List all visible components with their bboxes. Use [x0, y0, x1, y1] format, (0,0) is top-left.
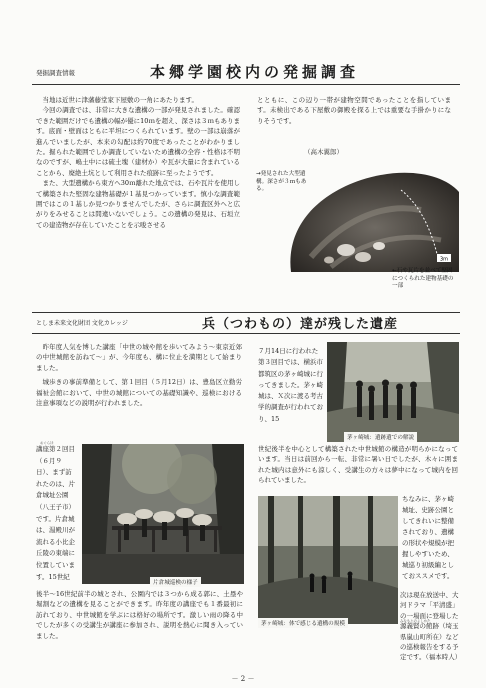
photo-caption: 片倉城巡検の様子: [150, 577, 201, 587]
paragraph: 昨年度人気を博した講座「中世の城や館を歩いてみよう～東京近郊の中世城館を訪ねて～」が、今年度も、構に位止を満期として始まりました。: [36, 343, 242, 372]
paragraph: 当地は近世に津藩藤堂家下屋敷の一角にあたります。: [42, 96, 198, 104]
paragraph: 城歩きの事前準備として、第１回目（５月12日）は、豊島区立勤労福祉会館において、中世の城館についての基礎知識や、巡検における注意事項などの説明が行われました。: [36, 378, 242, 408]
furigana: おぐらほ: [40, 441, 54, 445]
chigasaki-photo-2: [258, 496, 398, 624]
photo-caption: 茅ヶ崎城：遺跡遺での解説: [344, 432, 417, 442]
furigana: みなもとのよしかた: [400, 619, 431, 623]
article-body-left: [36, 95, 240, 230]
article-body-right: 世紀後半を中心として構築された中世城館の構造が明らかになっています。当日は前回から一転、非常に暑い日でしたが、木々に囲まれた城内は意外にも涼しく、受講生の方々は夢中になって城内を回られていました。: [258, 445, 458, 485]
divider: [32, 333, 460, 334]
section-label: としま未来文化財団 文化カレッジ: [36, 320, 128, 327]
chigasaki-photo-1: [327, 342, 459, 442]
photo-caption: →発見された大型遺構。深さが３ｍもある。: [256, 171, 307, 192]
photo-caption: 茅ヶ崎城：体で感じる遺構の規模: [258, 618, 348, 628]
article-title: 本郷学園校内の発掘調査: [150, 63, 360, 81]
article-body-narrow: 講座第２回目（６月９日）、まず訪れたのは、片倉城址公園（八王子市）です。片倉城は、湯殿川が流れる小比企丘陵の東端に位置しています。15世紀: [36, 445, 75, 581]
article-intro: [36, 342, 242, 408]
kataku-castle-photo: [82, 444, 244, 584]
article-body-narrow: ちなみに、茅ヶ崎城址、史跡公園としてきれいに整備されており、遺構の形状や規模が把握しやすいため、城巡り初級編としておススメです。: [402, 495, 454, 580]
scale-marker: 3m: [439, 256, 449, 263]
paragraph: 今回の調査では、非常に大きな遺構の一部が発見されました。確認できた範囲だけでも遺構の幅が優に10ｍを超え、深さは３ｍもあります。底面・壁面はともに平坦につくられています。壁の一部は崩落が進んでいましたが、本来の勾配は約70度であったことがわかりました。掘られた範囲でしか調査していないため遺構の全容・性格は不明なのですが、嶋土中には硫土塊（建材か）や瓦が大量に含まれていることから、廃絶土坑として利用された痕跡に至ったようです。: [36, 106, 240, 177]
photo-caption: ←石や瓦片を並べて堅固につくられた建物基礎の一部: [392, 268, 454, 289]
article-title: 兵（つわもの）達が残した遺産: [202, 317, 399, 332]
section-label: 発掘調査情報: [36, 69, 75, 77]
author-credit: （高木翼郎）: [304, 148, 343, 156]
page-number: － 2 －: [231, 675, 255, 683]
paragraph: とともに、この辺り一帯が建物空間であったことを指しています。未検出である下屋敷の御殿を探る上では重要な手掛かりになりそうです。: [257, 96, 451, 125]
paragraph: また、大型遺構から東方へ30ｍ離れた地点では、石や瓦片を使用して構築された堅固な建物基礎が１基見つかっています。慎小な調査範囲ではこの１基しか見つかりませんでしたが、さらに調査区外へと広がりをみせることは間違いないでしょう。この遺構の発見は、石垣立ての建造物が存在していたことを示唆させる: [36, 179, 240, 229]
article-body-left: 後半～16世紀前半の城とされ、公園内では３つから成る郭に、土塁や堀割などの遺構を見ることができます。昨年度の講座でも１番最初に訪れており、中世城館を学ぶには格好の場所です。激しい雨の降る中でしたが多くの受講生が講座に参加され、説明を熱心に聞き入っていました。: [36, 590, 243, 640]
article-body-narrow: 次は現在放送中、大河ドラマ「平清盛」の一場面に登場した源義賢の館跡（埼玉県嵐山町所在）などの巡検報告をする予定です。（福本時人）: [400, 591, 462, 662]
article-body-narrow: ７月14日に行われた第３回目では、横浜市都筑区の茅ヶ崎城に行ってきました。茅ヶ崎城は、Ｘ次に渡る考古学的調査が行われており、15: [258, 347, 323, 423]
article-body-right: [257, 95, 451, 126]
divider: [32, 84, 460, 85]
